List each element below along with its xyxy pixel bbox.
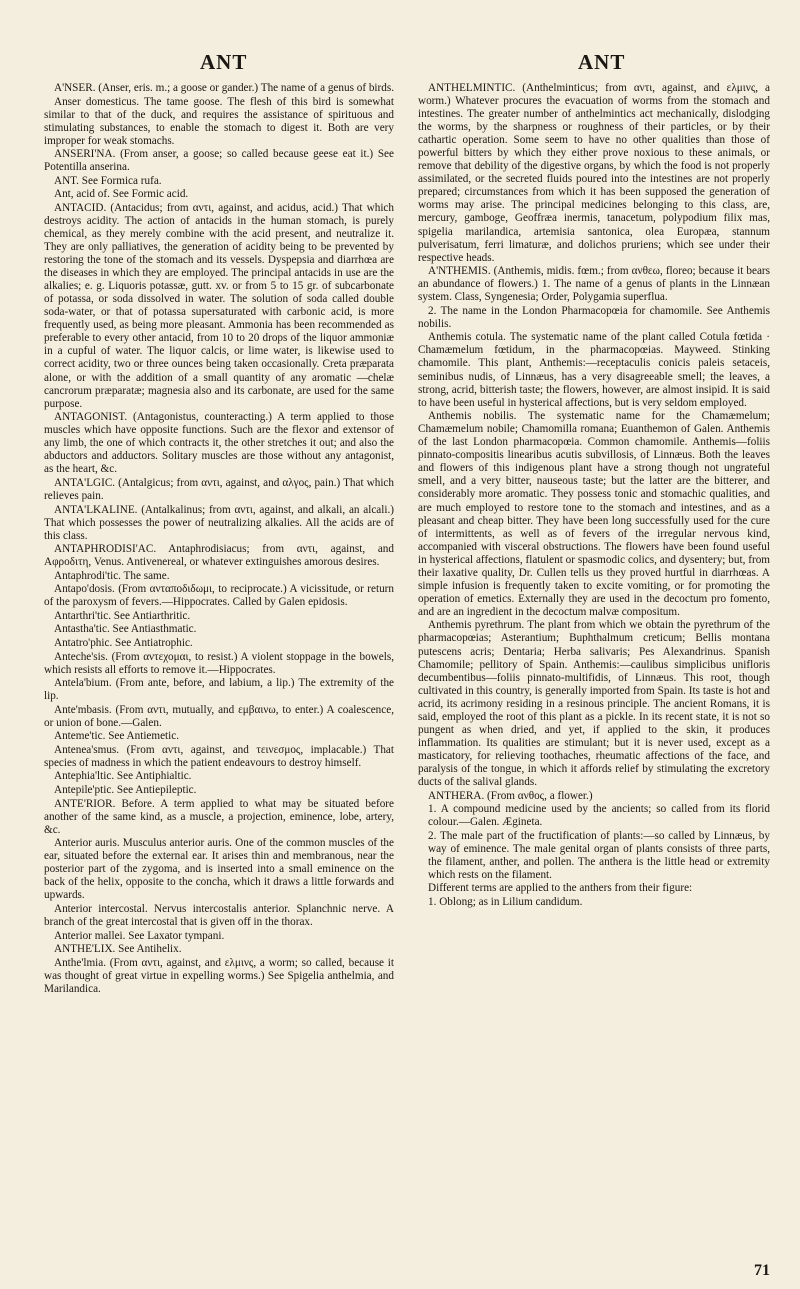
entry: ANT. See Formica rufa.	[54, 174, 162, 187]
entry: Anthemis pyrethrum. The plant from which we obtain the pyrethrum of the pharmacopœias; Asterantium; Buphthalmum creticum; Bellis montana putescens acris; Dentaria; Herba salivaris; Pes Alexandrinus. Spanish Chamomile; pellitory of Spain. Anthemis:—caulibus simplicibus unifloris decumbentibus—foliis pinnato-multifidis, of Linnæus. This root, though cultivated in this country, is generally imported from Spain. Its taste is hot and acrid, its acrimony residing in a resinous principle. The ancient Romans, it is said, employed the root of this plant as a pickle. In its recent state, it is not so pungent as when dried, and yet, if applied to the skin, it produces inflammation. Its qualities are stimulant; but it is never used, except as a masticatory, for relieving toothaches, rheumatic affections of the face, and paralysis of the tongue, in which it affords relief by stimulating the excretory ducts of the salival glands.	[418, 619, 770, 788]
entry: ANTAGONIST. (Antagonistus, counteracting.) A term applied to those muscles which have opposite functions. Such are the flexor and extensor of any limb, the one of which contracts it, the other stretches it out; and also the abductors and adductors. Solitary muscles are those without any antagonist, as the heart, &c.	[44, 411, 394, 476]
entry: ANSERI'NA. (From anser, a goose; so called because geese eat it.) See Potentilla anserina.	[44, 148, 394, 174]
entry: ANTE'RIOR. Before. A term applied to what may be situated before another of the same kind, as a muscle, a projection, eminence, lobe, artery, &c.	[44, 797, 394, 836]
entry: ANTA'LKALINE. (Antalkalinus; from αντι, against, and alkali, an alcali.) That which possesses the power of neutralizing alkalies. All the acids are of this class.	[44, 503, 394, 542]
entry: Antastha'tic. See Antiasthmatic.	[54, 623, 197, 636]
entry: Antatro'phic. See Antiatrophic.	[54, 636, 193, 649]
entry: Anthemis cotula. The systematic name of the plant called Cotula fœtida · Chamæmelum fœtidum, in the pharmacopœias. Mayweed. Stinking chamomile. This plant, Anthemis:—receptaculis conicis paleis setaceis, seminibus nudis, of Linnæus, has a very disagreeable smell; the leaves, a strong, acrid, bitterish taste; the flowers, however, are almost insipid. It is said to have been useful in hysterical affections, but is very seldom employed.	[418, 331, 770, 409]
entry: Anterior auris. Musculus anterior auris. One of the common muscles of the ear, situated before the external ear. It arises thin and membranous, near the posterior part of the zygoma, and is inserted into a small eminence on the back of the helix, opposite to the concha, which it draws a little forwards and upwards.	[44, 837, 394, 902]
entry: Anser domesticus. The tame goose. The flesh of this bird is somewhat similar to that of the duck, and requires the assistance of spirituous and stimulating substances, to enable the stomach to digest it. Both are very improper for weak stomachs.	[44, 95, 394, 147]
page-number: 71	[754, 1262, 770, 1279]
entry: 1. A compound medicine used by the ancients; so called from its florid colour.—Galen. Ægineta.	[428, 803, 770, 829]
entry: Ante'mbasis. (From αντι, mutually, and εμβαινω, to enter.) A coalescence, or union of bone.—Galen.	[44, 703, 394, 729]
entry: A'NTHEMIS. (Anthemis, midis. fœm.; from ανθεω, floreo; because it bears an abundance of flowers.) 1. The name of a genus of plants in the Linnæan system. Class, Syngenesia; Order, Polygamia superflua.	[418, 265, 770, 304]
entry: A'NSER. (Anser, eris. m.; a goose or gander.) The name of a genus of birds.	[54, 82, 395, 94]
entry: Anteme'tic. See Antiemetic.	[54, 730, 180, 743]
entry: ANTAPHRODISI'AC. Antaphrodisiacus; from αντι, against, and Αφροδιτη, Venus. Antivenereal, or whatever extinguishes amorous desires.	[44, 543, 394, 569]
entry: Antenea'smus. (From αντι, against, and τεινεσμος, implacable.) That species of madness in which the patient endeavours to destroy himself.	[44, 743, 394, 769]
entry: Antephia'ltic. See Antiphialtic.	[54, 770, 192, 783]
right-column	[418, 82, 770, 909]
entry: Antepile'ptic. See Antiepileptic.	[54, 783, 197, 796]
entry: Antaphrodi'tic. The same.	[54, 569, 170, 582]
entry: ANTHELMINTIC. (Anthelminticus; from αντι, against, and ελμινς, a worm.) Whatever procures the evacuation of worms from the stomach and intestines. The greater number of anthelmintics act mechanically, dislodging the worms, by the sharpness or roughness of their particles, or by their cathartic operation. Some seem to have no other qualities than those of powerful bitters by which they either prove noxious to these animals, or remove that debility of the digestive organs, by which the food is not properly assimilated, or the secreted fluids poured into the intestines are not properly prepared; circumstances from which it has been supposed the generation of worms may arise. The principal medicines belonging to this class, are, mercury, gamboge, Geoffræa inermis, tanacetum, polypodium filix mas, spigelia marilandica, artemisia santonica, olea Europæa, stannum pulverisatum, ferri limaturæ, and dolichos pruriens; which see under their respective heads.	[418, 82, 770, 264]
entry: 2. The name in the London Pharmacopœia for chamomile. See Anthemis nobilis.	[418, 304, 770, 330]
entry: 1. Oblong; as in Lilium candidum.	[428, 895, 583, 908]
running-header-left: ANT	[200, 50, 248, 74]
entry: ANTA'LGIC. (Antalgicus; from αντι, against, and αλγος, pain.) That which relieves pain.	[44, 476, 394, 502]
entry: Antarthri'tic. See Antiarthritic.	[54, 609, 191, 622]
entry: ANTHE'LIX. See Antihelix.	[54, 943, 182, 956]
running-header-right: ANT	[578, 50, 626, 74]
entry: Anterior mallei. See Laxator tympani.	[54, 929, 225, 942]
entry: Anthe'lmia. (From αντι, against, and ελμινς, a worm; so called, because it was thought of great virtue in expelling worms.) See Spigelia anthelmia, and Marilandica.	[44, 956, 394, 995]
entry: Anthemis nobilis. The systematic name for the Chamæmelum; Chamæmelum nobile; Chamomilla romana; Euanthemon of Galen. Anthemis of the last London pharmacopœia. Common chamomile. Anthemis—foliis pinnato-compositis linearibus acutis subvillosis, of Linnæus. Both the leaves and flowers of this indigenous plant have a strong though not ungrateful smell, and a very bitter, nauseous taste; but the latter are the bitterer, and considerably more aromatic. They possess tonic and stomachic qualities, and are much employed to restore tone to the stomach and intestines, and as a pleasant and cheap bitter. They have been long successfully used for the cure of intermittents, as well as of fevers of the irregular nervous kind, accompanied with visceral obstructions. The flowers have been found useful in hysterical affections, flatulent or spasmodic colics, and dysentery; but, from their laxative quality, Dr. Cullen tells us they proved hurtful in diarrhœas. A simple infusion is frequently taken to excite vomiting, or for promoting the operation of emetics. Externally they are used in the decoctum pro fomento, and are an ingredient in the decoctum malvæ compositum.	[418, 410, 770, 618]
entry: Antapo'dosis. (From ανταποδιδωμι, to reciprocate.) A vicissitude, or return of the paroxysm of fevers.—Hippocrates. Called by Galen epidosis.	[44, 583, 394, 609]
entry: Ant, acid of. See Formic acid.	[54, 188, 189, 201]
entry: Different terms are applied to the anthers from their figure:	[428, 882, 693, 895]
entry: Anteche'sis. (From αντεχομαι, to resist.) A violent stoppage in the bowels, which resists all efforts to remove it.—Hippocrates.	[44, 650, 394, 676]
entry: Anterior intercostal. Nervus intercostalis anterior. Splanchnic nerve. A branch of the great intercostal that is given off in the thorax.	[44, 902, 394, 928]
entry: ANTACID. (Antacidus; from αντι, against, and acidus, acid.) That which destroys acidity. The action of antacids in the human stomach, is purely chemical, as they merely combine with the acid present, and neutralize it. They are only palliatives, the generation of acidity being to be prevented by restoring the tone of the stomach and its vessels. Dyspepsia and diarrhœa are the diseases in which they are employed. The principal antacids in use are the alkalies; e. g. Liquoris potassæ, gutt. xv. or from 5 to 15 gr. of subcarbonate of potassa, or soda dissolved in water. The solution of soda called double soda-water, or that of potassa supersaturated with carbonic acid, is more frequently used, as being more pleasant. Ammonia has been recommended as preferable to every other antacid, from 10 to 20 drops of the liquor ammoniæ in a cupful of water. The liquor calcis, or lime water, is likewise used to correct acidity, two or three ounces being taken occasionally. Creta præparata alone, or with the addition of a small quantity of any aromatic —chelæ cancrorum præparatæ; magnesia also and its carbonate, are used for the same purpose.	[44, 201, 394, 410]
entry: ANTHERA. (From ανθος, a flower.)	[428, 789, 593, 802]
left-column	[44, 82, 394, 996]
entry: Antela'bium. (From ante, before, and labium, a lip.) The extremity of the lip.	[44, 677, 394, 703]
entry: 2. The male part of the fructification of plants:—so called by Linnæus, by way of eminence. The male genital organ of plants consists of three parts, the filament, anther, and pollen. The anthera is the little head or extremity which rests on the filament.	[428, 829, 770, 881]
